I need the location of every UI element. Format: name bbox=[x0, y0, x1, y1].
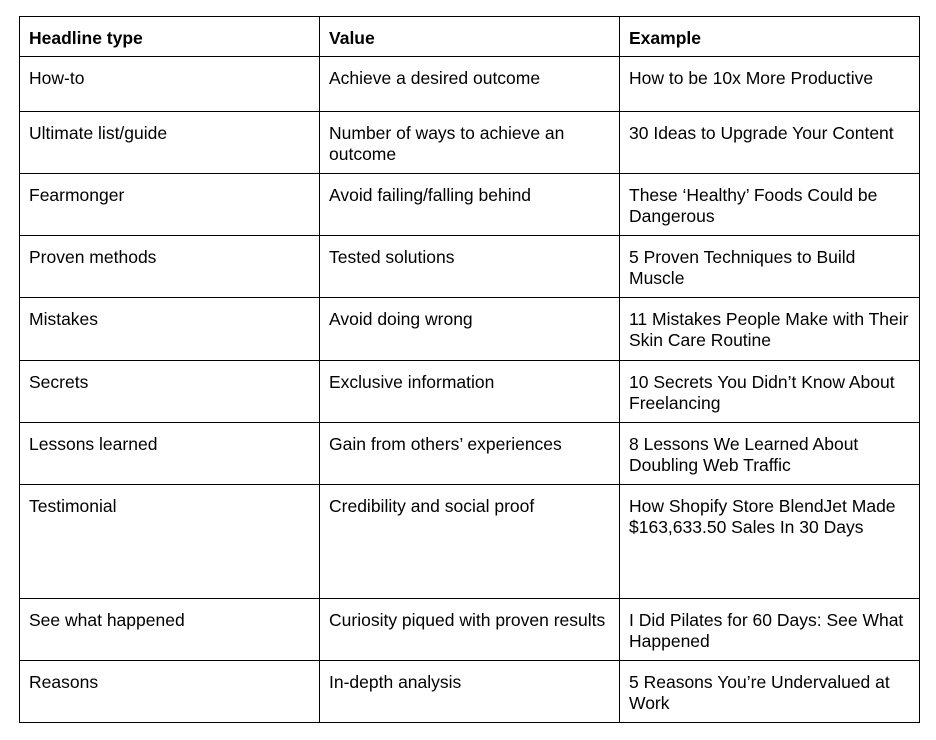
cell-headline-type: See what happened bbox=[20, 599, 320, 661]
cell-headline-type: Mistakes bbox=[20, 298, 320, 361]
table-row bbox=[20, 423, 920, 485]
table-row bbox=[20, 661, 920, 723]
cell-headline-type: Secrets bbox=[20, 361, 320, 423]
cell-headline-type: Testimonial bbox=[20, 485, 320, 599]
cell-value: Tested solutions bbox=[320, 236, 620, 298]
table-row bbox=[20, 485, 920, 599]
table-row bbox=[20, 298, 920, 361]
cell-example: These ‘Healthy’ Foods Could be Dangerous bbox=[620, 174, 920, 236]
headline-types-table bbox=[19, 16, 920, 723]
cell-example: 5 Reasons You’re Undervalued at Work bbox=[620, 661, 920, 723]
header-headline-type: Headline type bbox=[20, 17, 320, 57]
header-value: Value bbox=[320, 17, 620, 57]
cell-headline-type: Proven methods bbox=[20, 236, 320, 298]
cell-headline-type: How-to bbox=[20, 57, 320, 112]
cell-example: 8 Lessons We Learned About Doubling Web Traffic bbox=[620, 423, 920, 485]
cell-value: Gain from others’ experiences bbox=[320, 423, 620, 485]
cell-value: Avoid doing wrong bbox=[320, 298, 620, 361]
cell-example: 11 Mistakes People Make with Their Skin Care Routine bbox=[620, 298, 920, 361]
cell-value: Credibility and social proof bbox=[320, 485, 620, 599]
cell-value: Avoid failing/falling behind bbox=[320, 174, 620, 236]
cell-example: I Did Pilates for 60 Days: See What Happened bbox=[620, 599, 920, 661]
cell-example: 30 Ideas to Upgrade Your Content bbox=[620, 112, 920, 174]
cell-value: Achieve a desired outcome bbox=[320, 57, 620, 112]
table-row bbox=[20, 361, 920, 423]
cell-example: 5 Proven Techniques to Build Muscle bbox=[620, 236, 920, 298]
cell-headline-type: Ultimate list/guide bbox=[20, 112, 320, 174]
cell-value: Number of ways to achieve an outcome bbox=[320, 112, 620, 174]
cell-headline-type: Lessons learned bbox=[20, 423, 320, 485]
cell-value: Exclusive information bbox=[320, 361, 620, 423]
table-row bbox=[20, 236, 920, 298]
table-row bbox=[20, 57, 920, 112]
header-example: Example bbox=[620, 17, 920, 57]
table-row bbox=[20, 599, 920, 661]
cell-headline-type: Reasons bbox=[20, 661, 320, 723]
table-row bbox=[20, 112, 920, 174]
table-row bbox=[20, 174, 920, 236]
cell-example: How Shopify Store BlendJet Made $163,633.50 Sales In 30 Days bbox=[620, 485, 920, 599]
table-header-row bbox=[20, 17, 920, 57]
cell-value: Curiosity piqued with proven results bbox=[320, 599, 620, 661]
cell-value: In-depth analysis bbox=[320, 661, 620, 723]
cell-example: How to be 10x More Productive bbox=[620, 57, 920, 112]
cell-headline-type: Fearmonger bbox=[20, 174, 320, 236]
cell-example: 10 Secrets You Didn’t Know About Freelancing bbox=[620, 361, 920, 423]
